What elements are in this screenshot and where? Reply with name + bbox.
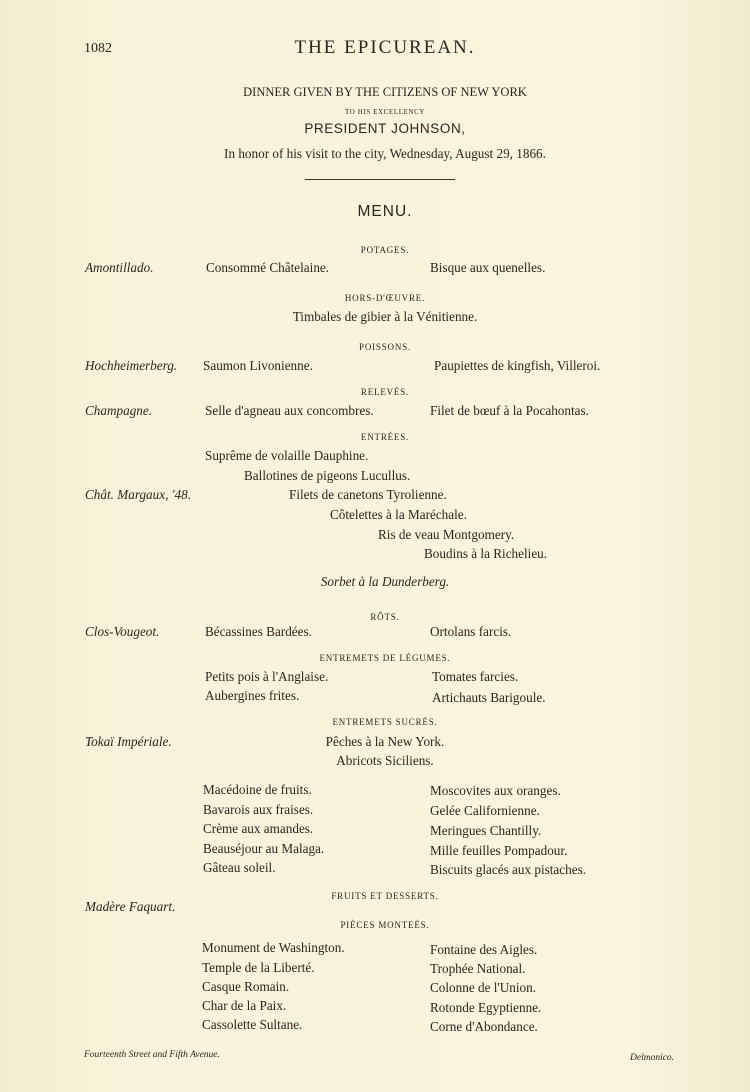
menu-item: Ris de veau Montgomery. [378, 527, 515, 542]
menu-item: Tomates farcies. [432, 669, 519, 684]
menu-item: Bavarois aux fraises. [203, 802, 314, 817]
section-heading-sucres: ENTREMETS SUCRÉS. [332, 717, 438, 727]
menu-item: Fontaine des Aigles. [430, 942, 538, 957]
section-heading-potages: POTAGES. [360, 245, 410, 255]
menu-item: Corne d'Abondance. [430, 1019, 538, 1034]
menu-item: Beauséjour au Malaga. [203, 841, 325, 856]
menu-item: Selle d'agneau aux concombres. [205, 403, 374, 418]
intro-line-3: PRESIDENT JOHNSON, [304, 121, 466, 136]
menu-item: Côtelettes à la Maréchale. [330, 507, 467, 522]
menu-item: Ortolans farcis. [430, 624, 512, 639]
menu-item: Aubergines frites. [205, 688, 300, 703]
menu-item: Gelée Californienne. [430, 803, 540, 818]
menu-item: Paupiettes de kingfish, Villeroi. [434, 358, 601, 373]
page-number: 1082 [84, 41, 112, 56]
intro-line-1: DINNER GIVEN BY THE CITIZENS OF NEW YORK [243, 85, 527, 99]
wine-sucres: Tokaï Impériale. [85, 734, 172, 749]
menu-item: Monument de Washington. [202, 940, 345, 955]
intro-line-2: TO HIS EXCELLENCY [344, 108, 426, 116]
menu-item: Cassolette Sultane. [202, 1017, 303, 1032]
menu-item: Rotonde Egyptienne. [430, 1000, 542, 1015]
menu-item: Petits pois à l'Anglaise. [205, 669, 329, 684]
menu-item: Saumon Livonienne. [203, 358, 313, 373]
section-heading-entrees: ENTRÉES. [360, 432, 410, 442]
wine-releves: Champagne. [85, 403, 153, 418]
footer-address: Fourteenth Street and Fifth Avenue. [84, 1050, 220, 1060]
section-heading-hors-doeuvre: HORS-D'ŒUVRE. [344, 293, 426, 303]
wine-entrees: Chât. Margaux, '48. [85, 487, 191, 502]
footer-caterer: Delmonico. [630, 1053, 675, 1063]
wine-fruits: Madère Faquart. [85, 899, 176, 914]
menu-item: Moscovites aux oranges. [430, 783, 561, 798]
menu-item: Filet de bœuf à la Pocahontas. [430, 403, 589, 418]
wine-poissons: Hochheimerberg. [85, 358, 178, 373]
menu-item: Boudins à la Richelieu. [424, 546, 548, 561]
section-heading-rots: RÔTS. [370, 612, 400, 622]
menu-item: Consommé Châtelaine. [206, 260, 330, 275]
running-title: THE EPICUREAN. [294, 37, 476, 58]
menu-item: Pêches à la New York. [325, 734, 445, 749]
menu-item: Trophée National. [430, 961, 526, 976]
menu-title: MENU. [357, 203, 413, 220]
intro-line-4: In honor of his visit to the city, Wednesday, August 29, 1866. [224, 146, 546, 161]
sorbet-course: Sorbet à la Dunderberg. [320, 574, 450, 589]
menu-item: Timbales de gibier à la Vénitienne. [292, 309, 478, 324]
menu-item: Abricots Siciliens. [336, 753, 434, 768]
section-heading-poissons: POISSONS. [359, 342, 411, 352]
menu-item: Gâteau soleil. [203, 860, 276, 875]
section-heading-pieces: PIÈCES MONTEÉS. [340, 920, 430, 930]
menu-item: Char de la Paix. [202, 998, 287, 1013]
menu-item: Crème aux amandes. [203, 821, 314, 836]
menu-item: Filets de canetons Tyrolienne. [289, 487, 447, 502]
section-heading-fruits: FRUITS ET DESSERTS. [331, 891, 439, 901]
menu-item: Artichauts Barigoule. [432, 690, 546, 705]
menu-item: Suprême de volaille Dauphine. [205, 448, 369, 463]
menu-item: Biscuits glacés aux pistaches. [430, 862, 587, 877]
section-heading-releves: RELEVÉS. [360, 387, 410, 397]
wine-rots: Clos-Vougeot. [85, 624, 160, 639]
menu-item: Ballotines de pigeons Lucullus. [244, 468, 411, 483]
menu-item: Meringues Chantilly. [430, 823, 542, 838]
menu-item: Colonne de l'Union. [430, 980, 537, 995]
menu-item: Macédoine de fruits. [203, 782, 312, 797]
divider-rule [305, 179, 455, 180]
menu-item: Temple de la Liberté. [202, 960, 315, 975]
menu-item: Bisque aux quenelles. [430, 260, 546, 275]
section-heading-legumes: ENTREMETS DE LÉGUMES. [319, 653, 451, 663]
wine-potages: Amontillado. [85, 260, 154, 275]
menu-item: Mille feuilles Pompadour. [430, 843, 568, 858]
menu-item: Bécassines Bardées. [205, 624, 312, 639]
menu-item: Casque Romain. [202, 979, 290, 994]
